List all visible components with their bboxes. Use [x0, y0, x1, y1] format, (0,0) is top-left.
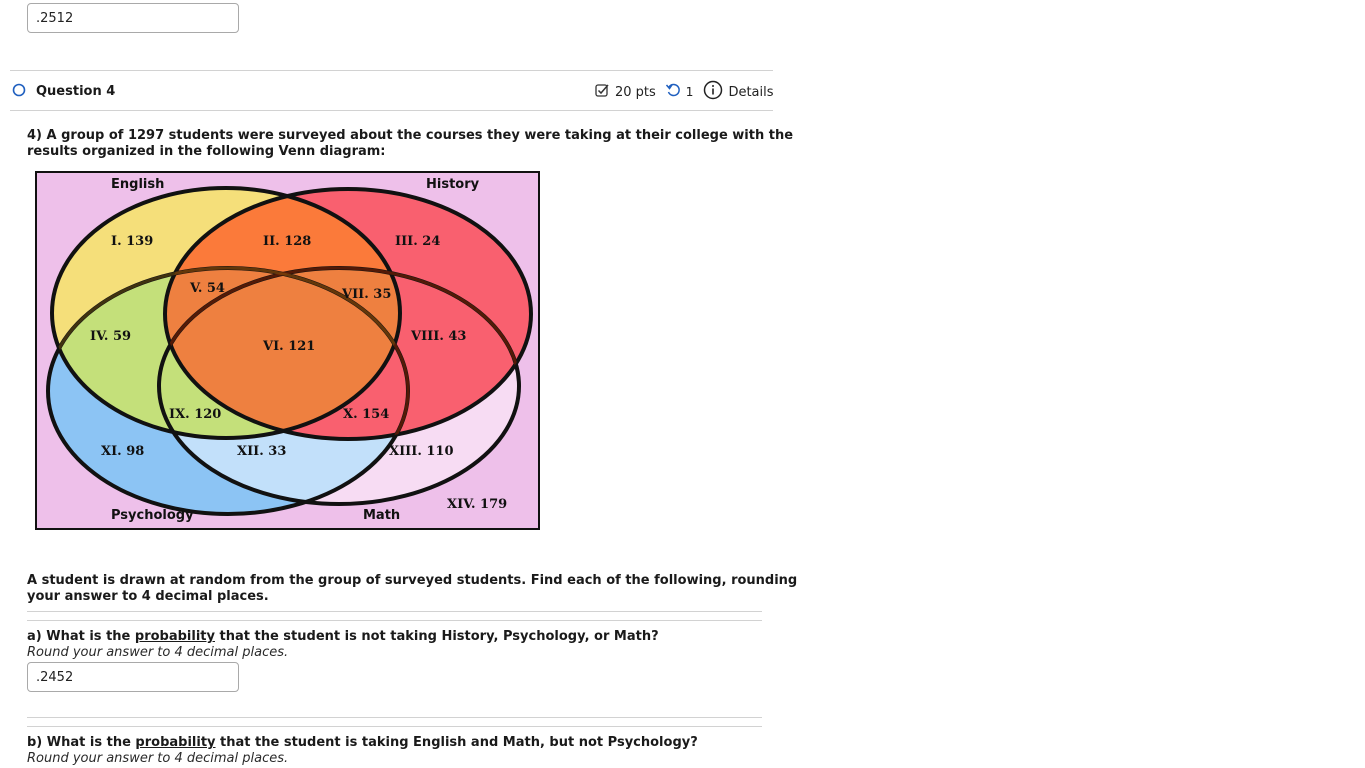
stem-line: 4) A group of 1297 students were surveyed about the courses they were taking at their college with the	[27, 128, 794, 143]
divider	[27, 620, 762, 621]
region-label: IX. 120	[169, 407, 222, 422]
region-label: II. 128	[263, 234, 312, 249]
region-label: V. 54	[190, 281, 225, 296]
part-b	[27, 735, 698, 767]
region-label: VI. 121	[263, 339, 316, 354]
question-title: Question 4	[36, 84, 116, 99]
instructions	[27, 573, 797, 605]
stem-line: results organized in the following Venn diagram:	[27, 144, 386, 159]
region-label: IV. 59	[90, 329, 132, 344]
part-b-question	[27, 735, 698, 751]
instructions-line: A student is drawn at random from the group of surveyed students. Find each of the following, rounding	[27, 573, 798, 588]
points-icon	[594, 82, 610, 102]
region-label: I. 139	[111, 234, 154, 249]
divider	[27, 717, 762, 718]
info-icon[interactable]	[703, 80, 723, 104]
set-label-math: Math	[363, 508, 401, 523]
part-a-hint: Round your answer to 4 decimal places.	[27, 645, 289, 660]
divider	[27, 726, 762, 727]
region-label: III. 24	[395, 234, 441, 249]
region-label: XI. 98	[101, 444, 145, 459]
region-label: XIII. 110	[389, 444, 454, 459]
points-label: 20 pts	[615, 84, 656, 100]
region-label: XII. 33	[237, 444, 287, 459]
part-a-prefix: a) What is the	[27, 629, 135, 644]
venn-diagram	[0, 0, 560, 540]
instructions-line: your answer to 4 decimal places.	[27, 589, 269, 604]
region-label: XIV. 179	[447, 497, 508, 512]
part-a-question	[27, 629, 659, 645]
probability-link[interactable]: probability	[135, 735, 216, 750]
set-label-psychology: Psychology	[111, 508, 194, 523]
set-label-english: English	[111, 177, 165, 192]
region-label: VIII. 43	[411, 329, 467, 344]
details-link[interactable]: Details	[728, 84, 774, 100]
region-label: X. 154	[343, 407, 390, 422]
part-a-suffix: that the student is not taking History, Psychology, or Math?	[214, 629, 659, 644]
probability-link[interactable]: probability	[134, 629, 215, 644]
part-b-prefix: b) What is the	[27, 735, 136, 750]
part-a	[27, 629, 659, 661]
part-b-hint: Round your answer to 4 decimal places.	[27, 751, 289, 766]
part-a-answer-input[interactable]	[27, 662, 239, 692]
divider	[27, 611, 762, 612]
attempts-count: 1	[685, 85, 694, 99]
attempts-icon	[665, 82, 681, 102]
part-b-suffix: that the student is taking English and Math, but not Psychology?	[215, 735, 698, 750]
region-label: VII. 35	[342, 287, 392, 302]
set-label-history: History	[426, 177, 480, 192]
question-meta	[594, 80, 774, 104]
